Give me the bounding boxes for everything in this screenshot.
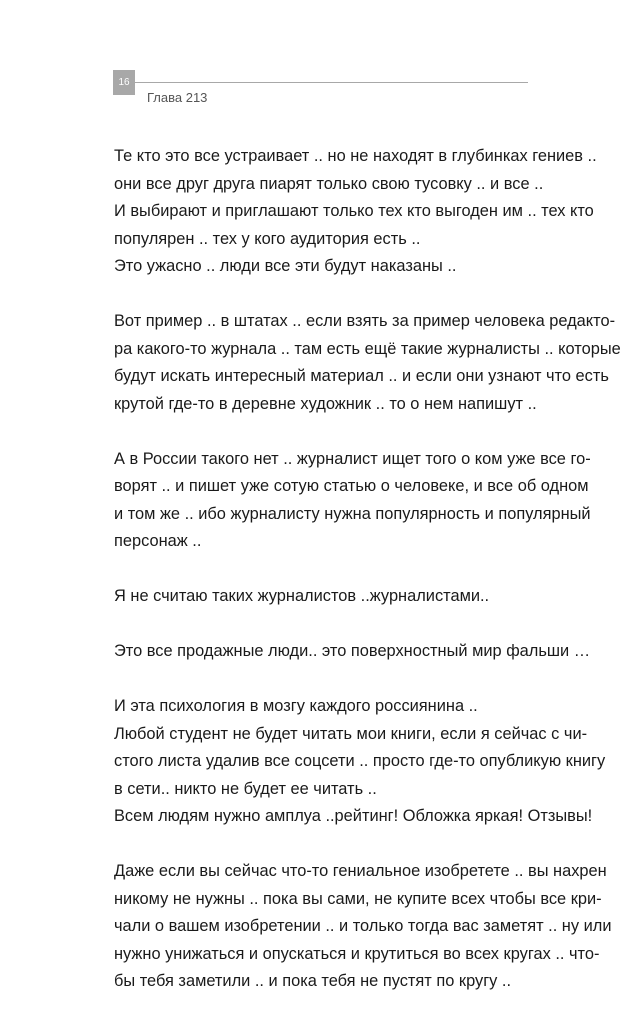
text-line: бы тебя заметили .. и пока тебя не пустят по кругу .. [114,972,512,990]
header-divider [135,82,528,83]
text-line: чали о вашем изобретении .. и только тогда вас заметят .. ну или [114,917,612,935]
text-line: стого листа удалив все соцсети .. просто где-то опубликую книгу [114,752,606,770]
text-line: они все друг друга пиарят только свою тусовку .. и все .. [114,174,544,193]
text-line: популярен .. тех у кого аудитория есть .. [114,229,421,248]
text-line: И выбирают и приглашают только тех кто выгоден им .. тех кто [114,202,594,220]
text-line: ра какого-то журнала .. там есть ещё такие журналисты .. которые [114,339,621,358]
text-line: нужно унижаться и опускаться и крутиться во всех кругах .. что- [114,944,600,963]
text-line: Любой студент не будет читать мои книги, если я сейчас с чи- [114,724,588,743]
text-line: будут искать интересный материал .. и если они узнают что есть [114,367,609,385]
text-line: А в России такого нет .. журналист ищет того о ком уже все го- [114,449,591,468]
page-number-badge: 16 [113,70,135,95]
paragraph [114,446,591,556]
text-line: и том же .. ибо журналисту нужна популярность и популярный [114,504,591,523]
text-line: Это все продажные люди.. это поверхностный мир фальши … [114,642,591,660]
paragraph [114,143,597,281]
paragraph [114,583,534,611]
text-line: Всем людям нужно амплуа ..рейтинг! Обложка яркая! Отзывы! [114,807,593,825]
text-line: персонаж .. [114,532,202,550]
text-line: ворят .. и пишет уже сотую статью о человеке, и все об одном [114,477,589,495]
body-text [114,143,621,1023]
text-line: крутой где-то в деревне художник .. то о нем напишут .. [114,394,537,413]
paragraph [114,308,621,418]
text-line: Те кто это все устраивает .. но не находят в глубинках гениев .. [114,147,597,165]
paragraph [114,858,612,996]
chapter-title: Глава 213 [147,90,208,105]
text-line: никому не нужны .. пока вы сами, не купите всех чтобы все кри- [114,889,602,908]
text-line: Это ужасно .. люди все эти будут наказаны .. [114,257,457,275]
text-line: И эта психология в мозгу каждого россиянина .. [114,697,478,715]
text-line: Вот пример .. в штатах .. если взять за пример человека редакто- [114,312,616,330]
paragraph [114,638,591,666]
text-line: Даже если вы сейчас что-то гениальное изобретете .. вы нахрен [114,862,607,880]
text-line: в сети.. никто не будет ее читать .. [114,779,377,798]
paragraph [114,693,606,831]
text-line: Я не считаю таких журналистов ..журналистами.. [114,587,490,605]
